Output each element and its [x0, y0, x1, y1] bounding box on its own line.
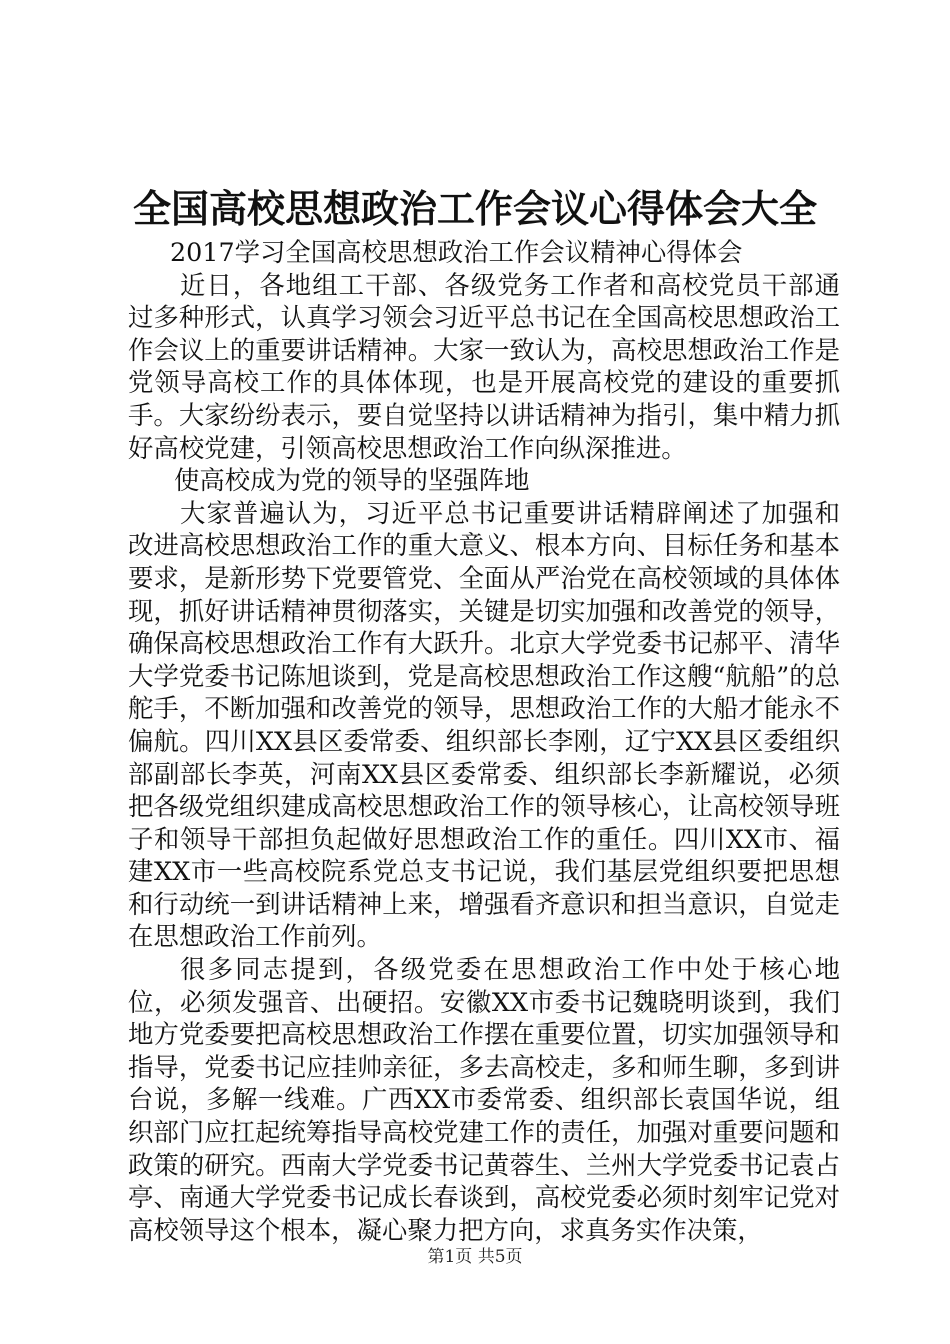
document-body: [128, 236, 840, 1246]
body-paragraph-1: 近日，各地组工干部、各级党务工作者和高校党员干部通过多种形式，认真学习领会习近平总书记在全国高校思想政治工作会议上的重要讲话精神。大家一致认为，高校思想政治工作是党领导高校工作的具体体现，也是开展高校党的建设的重要抓手。大家纷纷表示，要自觉坚持以讲话精神为指引，集中精力抓好高校党建，引领高校思想政治工作向纵深推进。: [128, 269, 840, 463]
page-number-footer: 第1页 共5页: [427, 1247, 523, 1267]
body-paragraph-2: 大家普遍认为，习近平总书记重要讲话精辟阐述了加强和改进高校思想政治工作的重大意义、根本方向、目标任务和基本要求，是新形势下党要管党、全面从严治党在高校领域的具体体现，抓好讲话精神贯彻落实，关键是切实加强和改善党的领导，确保高校思想政治工作有大跃升。北京大学党委书记郝平、清华大学党委书记陈旭谈到，党是高校思想政治工作这艘“航船”的总舵手，不断加强和改善党的领导，思想政治工作的大船才能永不偏航。四川XX县区委常委、组织部长李刚，辽宁XX县区委组织部副部长李英，河南XX县区委常委、组织部长李新耀说，必须把各级党组织建成高校思想政治工作的领导核心，让高校领导班子和领导干部担负起做好思想政治工作的重任。四川XX市、福建XX市一些高校院系党总支书记说，我们基层党组织要把思想和行动统一到讲话精神上来，增强看齐意识和担当意识，自觉走在思想政治工作前列。: [128, 497, 840, 952]
document-title: 全国高校思想政治工作会议心得体会大全: [132, 186, 817, 231]
document-subtitle: 2017学习全国高校思想政治工作会议精神心得体会: [170, 237, 743, 267]
section-heading: 使高校成为党的领导的坚强阵地: [174, 465, 530, 496]
body-paragraph-3: 很多同志提到，各级党委在思想政治工作中处于核心地位，必须发强音、出硬招。安徽XX市委书记魏晓明谈到，我们地方党委要把高校思想政治工作摆在重要位置，切实加强领导和指导，党委书记应挂帅亲征，多去高校走，多和师生聊，多到讲台说，多解一线难。广西XX市委常委、组织部长袁国华说，组织部门应扛起统筹指导高校党建工作的责任，加强对重要问题和政策的研究。西南大学党委书记黄蓉生、兰州大学党委书记袁占亭、南通大学党委书记成长春谈到，高校党委必须时刻牢记党对高校领导这个根本，凝心聚力把方向，求真务实作决策，: [128, 954, 840, 1245]
